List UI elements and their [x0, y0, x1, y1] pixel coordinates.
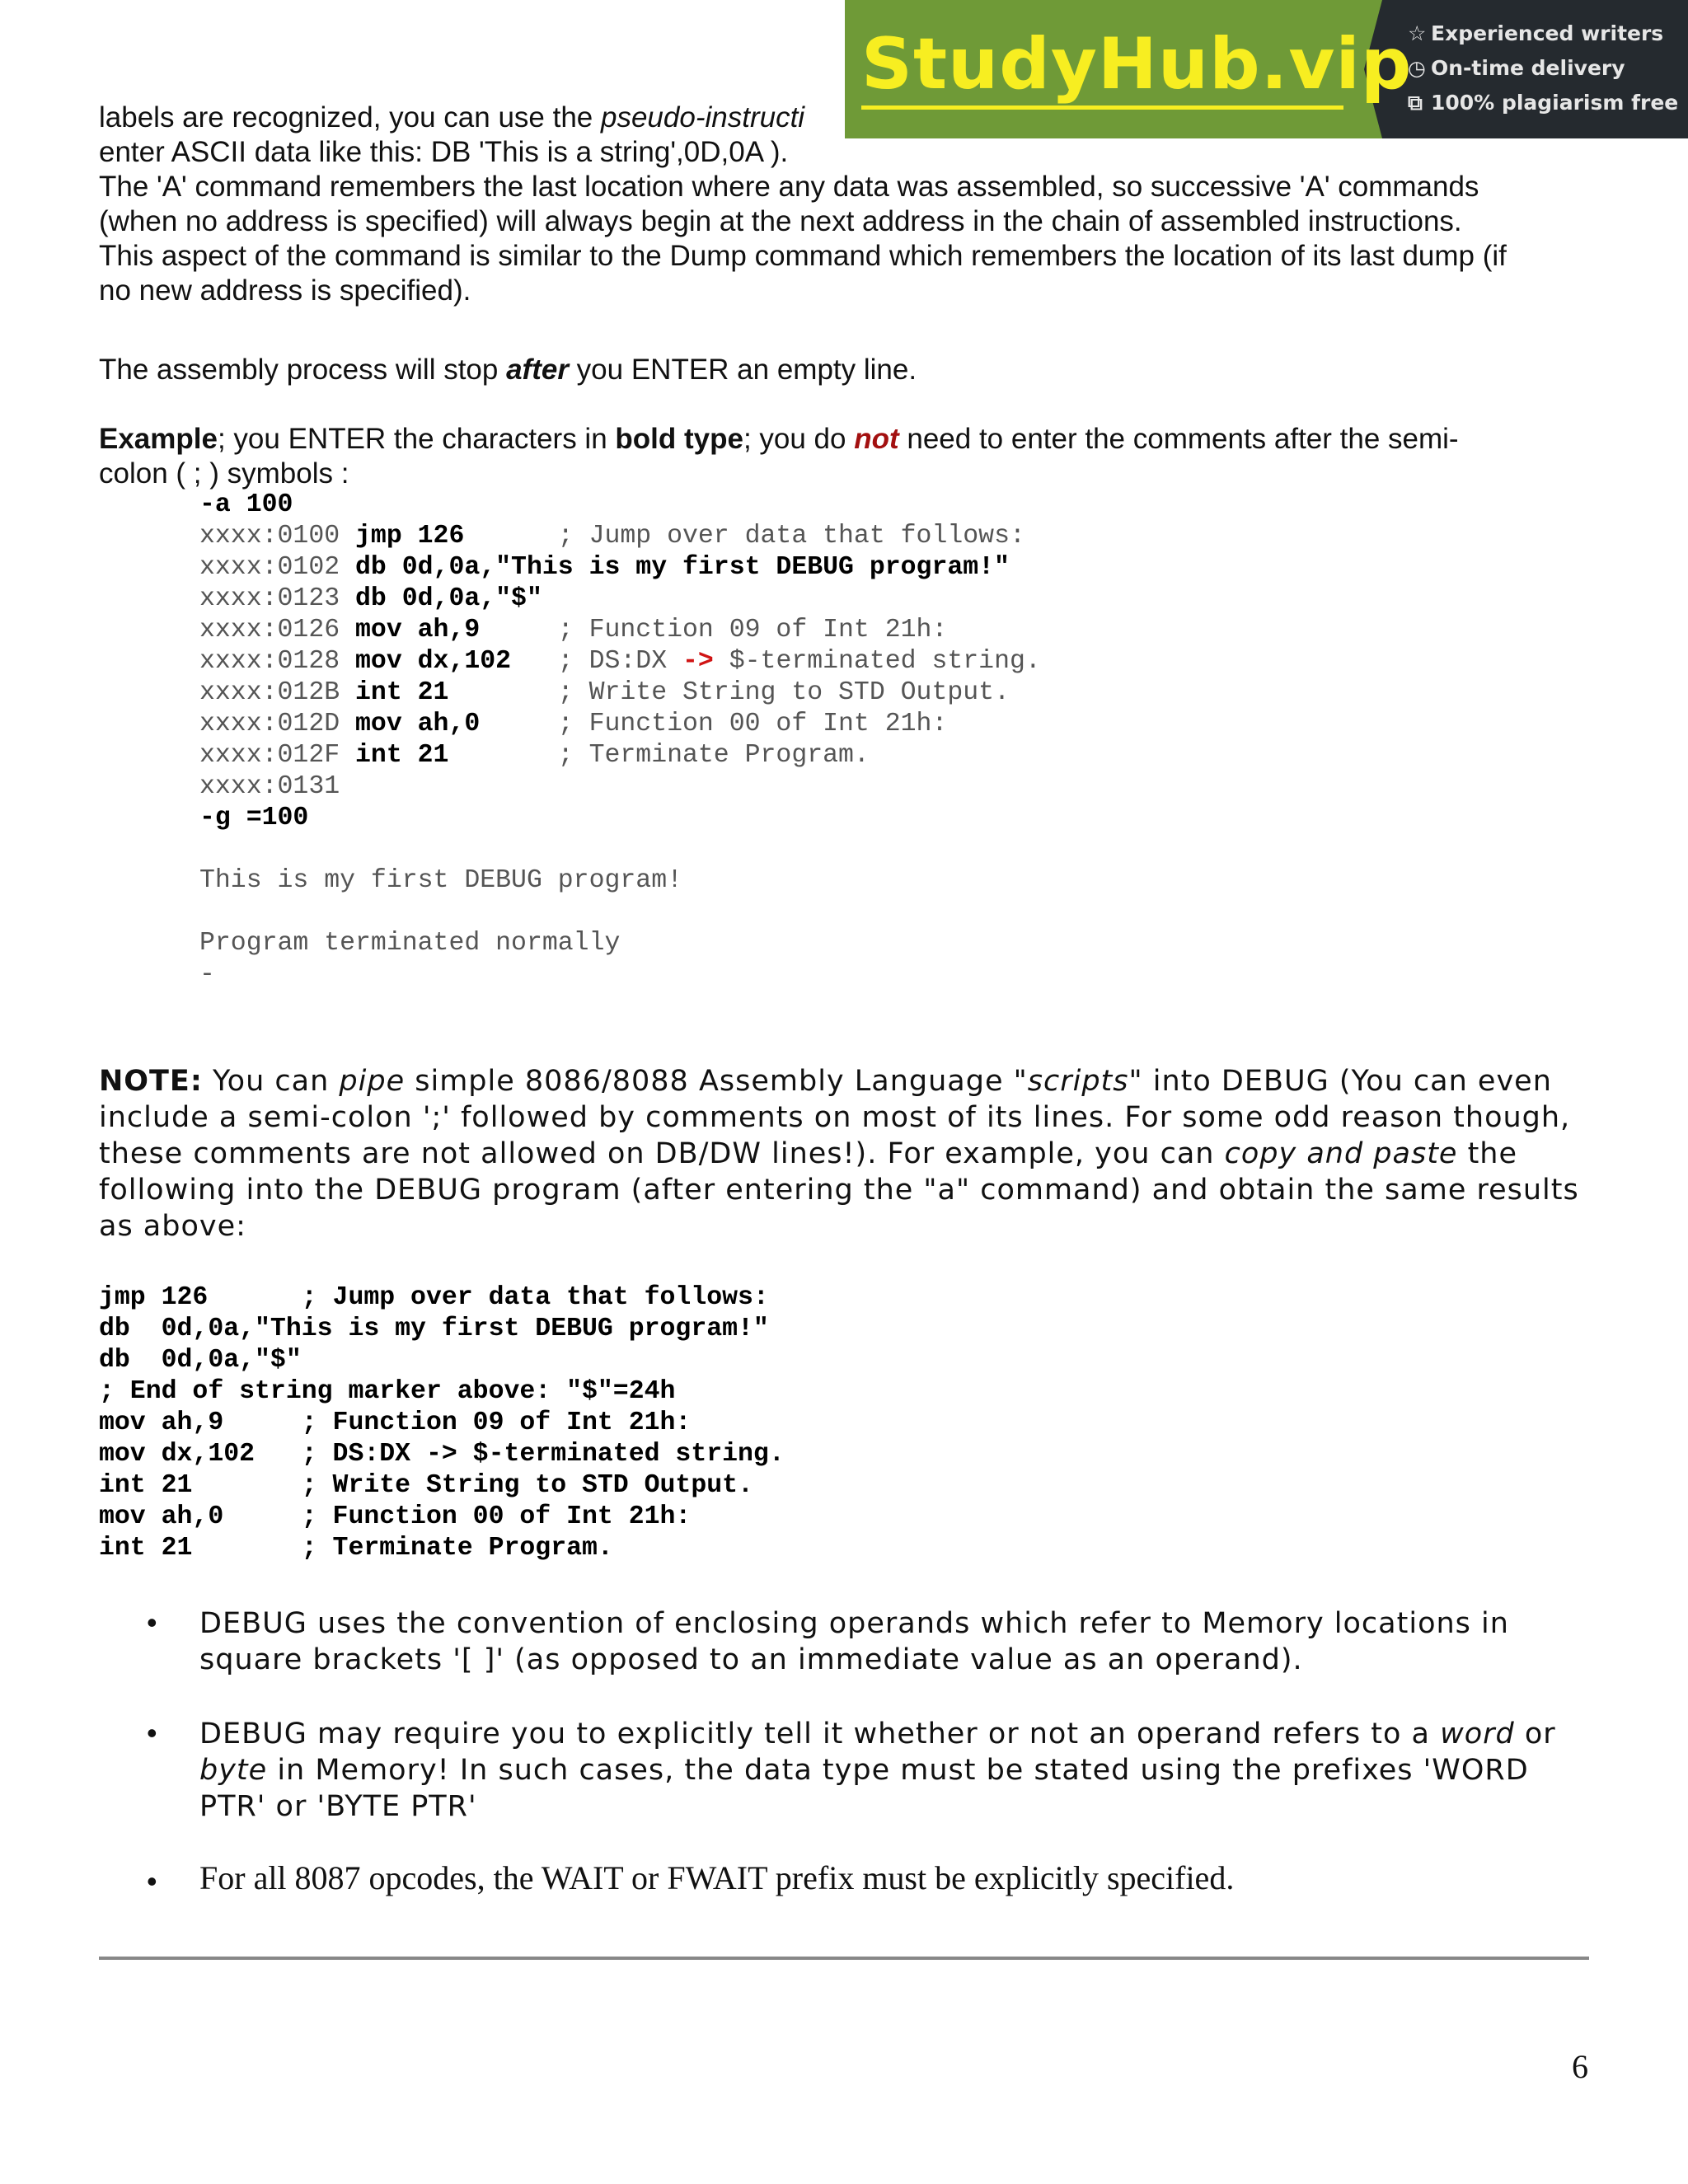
script-line-2: db 0d,0a,"This is my first DEBUG program!" [99, 1315, 769, 1343]
asm-line-0126: xxxx:0126 mov ah,9 ; Function 09 of Int 21h: [199, 616, 948, 644]
arrow-symbol: -> [682, 647, 714, 676]
bullet-marker-2: • [147, 1716, 157, 1750]
asm-line-012b: xxxx:012B int 21 ; Write String to STD Output. [199, 678, 1010, 707]
cmd-assemble: -a 100 [199, 490, 293, 519]
program-terminated: Program terminated normally [199, 929, 621, 958]
example-line-2: colon ( ; ) symbols : [99, 457, 349, 490]
para-a-command-2: (when no address is specified) will always begin at the next address in the chain of assembled instructions. [99, 205, 1462, 237]
script-line-7: int 21 ; Write String to STD Output. [99, 1471, 753, 1500]
cmd-go: -g =100 [199, 804, 309, 832]
brand-logo[interactable]: StudyHub.vip [861, 23, 1413, 105]
bullet-marker-3: • [147, 1864, 157, 1898]
feature-on-time-delivery: ◷ On-time delivery [1408, 56, 1625, 80]
clock-icon: ◷ [1408, 56, 1426, 80]
example-line-1: Example; you ENTER the characters in bold type; you do not need to enter the comments after the semi- [99, 423, 1459, 455]
bullet-1-line-1: DEBUG uses the convention of enclosing operands which refer to Memory locations in [199, 1607, 1509, 1640]
note-line-3: these comments are not allowed on DB/DW lines!). For example, you can copy and paste the [99, 1137, 1518, 1170]
note-line-5: as above: [99, 1210, 246, 1243]
bullet-3-line-1: For all 8087 opcodes, the WAIT or FWAIT prefix must be explicitly specified. [199, 1859, 1235, 1896]
asm-line-0102: xxxx:0102 db 0d,0a,"This is my first DEBUG program!" [199, 553, 1010, 582]
note-line-1: NOTE: You can pipe simple 8086/8088 Assembly Language "scripts" into DEBUG (You can even [99, 1065, 1552, 1098]
bullet-2-line-3: PTR' or 'BYTE PTR' [199, 1790, 477, 1823]
debug-prompt: - [199, 960, 215, 989]
footer-rule [99, 1957, 1589, 1960]
brand-underline [861, 105, 1343, 110]
page-number: 6 [1572, 2048, 1588, 2085]
feature-experienced-writers: ☆ Experienced writers [1408, 21, 1664, 45]
script-line-4: ; End of string marker above: "$"=24h [99, 1377, 676, 1406]
para-a-command-3: This aspect of the command is similar to the Dump command which remembers the location of its last dump (if [99, 240, 1507, 272]
script-line-9: int 21 ; Terminate Program. [99, 1534, 613, 1563]
asm-line-0128: xxxx:0128 mov dx,102 ; DS:DX -> $-terminated string. [199, 647, 1041, 676]
para-a-command-4: no new address is specified). [99, 274, 471, 307]
intro-line-2: enter ASCII data like this: DB 'This is a string',0D,0A ). [99, 136, 789, 168]
intro-line-1: labels are recognized, you can use the pseudo-instructi [99, 101, 805, 134]
program-output: This is my first DEBUG program! [199, 866, 682, 895]
note-line-2: include a semi-colon ';' followed by comments on most of its lines. For some odd reason though, [99, 1101, 1571, 1134]
asm-line-012d: xxxx:012D mov ah,0 ; Function 00 of Int 21h: [199, 710, 948, 738]
feature-plagiarism-free: ⧉ 100% plagiarism free [1408, 91, 1679, 115]
bullet-2-line-2: byte in Memory! In such cases, the data type must be stated using the prefixes 'WORD [199, 1754, 1529, 1787]
script-line-6: mov dx,102 ; DS:DX -> $-terminated string. [99, 1440, 785, 1469]
asm-line-0123: xxxx:0123 db 0d,0a,"$" [199, 584, 542, 613]
bullet-1-line-2: square brackets '[ ]' (as opposed to an immediate value as an operand). [199, 1643, 1303, 1676]
asm-line-012f: xxxx:012F int 21 ; Terminate Program. [199, 741, 870, 770]
star-outline-icon: ☆ [1408, 21, 1427, 45]
note-line-4: following into the DEBUG program (after entering the "a" command) and obtain the same results [99, 1174, 1579, 1207]
script-line-1: jmp 126 ; Jump over data that follows: [99, 1283, 769, 1312]
para-a-command-1: The 'A' command remembers the last location where any data was assembled, so successive 'A' commands [99, 171, 1479, 203]
asm-line-0131: xxxx:0131 [199, 772, 340, 801]
assembly-stop-line: The assembly process will stop after you ENTER an empty line. [99, 354, 917, 386]
asm-line-0100: xxxx:0100 jmp 126 ; Jump over data that follows: [199, 522, 1025, 551]
script-line-8: mov ah,0 ; Function 00 of Int 21h: [99, 1502, 692, 1531]
copy-icon: ⧉ [1408, 91, 1423, 115]
bullet-2-line-1: DEBUG may require you to explicitly tell it whether or not an operand refers to a word or [199, 1718, 1556, 1750]
bullet-marker-1: • [147, 1605, 157, 1639]
script-line-5: mov ah,9 ; Function 09 of Int 21h: [99, 1408, 692, 1437]
script-line-3: db 0d,0a,"$" [99, 1346, 302, 1375]
